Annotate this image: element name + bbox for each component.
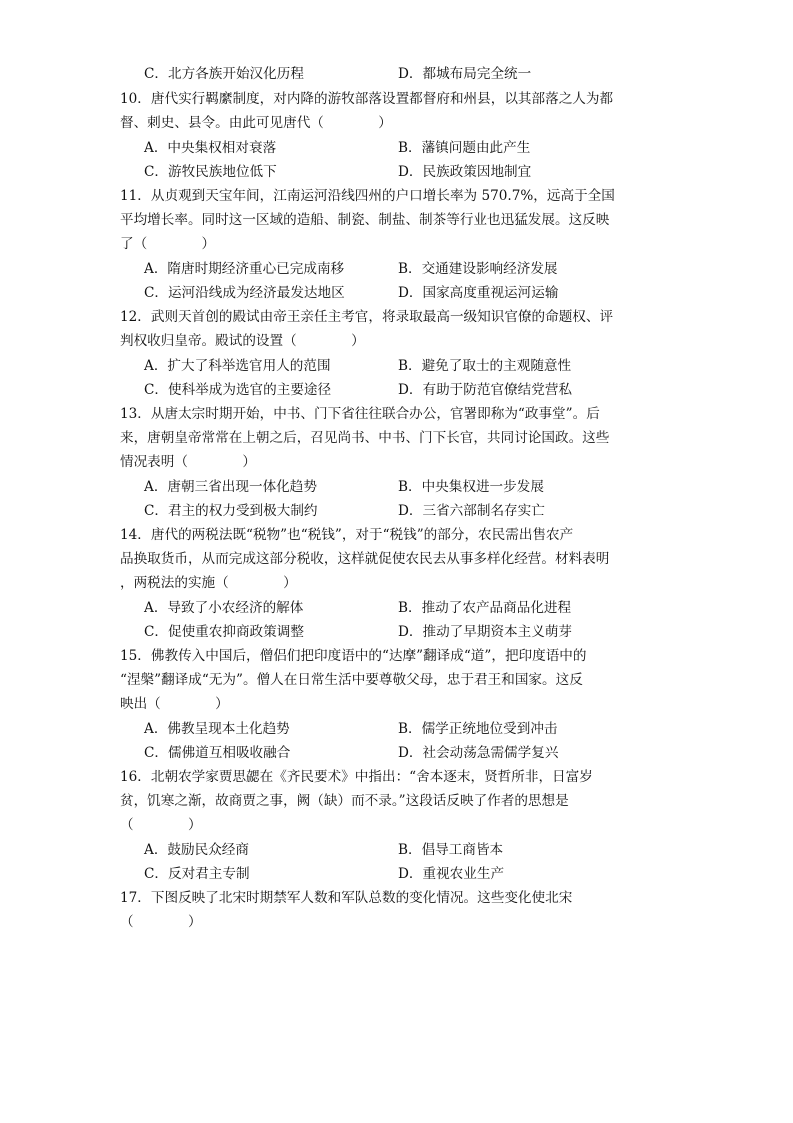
q13-option-b: B．中央集权进一步发展 (398, 479, 544, 495)
q12-option-d: D．有助于防范官僚结党营私 (398, 382, 573, 398)
q14-option-b: B．推动了农产品商品化进程 (398, 600, 572, 616)
q16-stem-line1: 16．北朝农学家贾思勰在《齐民要术》中指出：“舍本逐末，贤哲所非，日富岁 (120, 769, 593, 785)
q15-option-a: A．佛教呈现本土化趋势 (144, 721, 290, 737)
q10-option-b: B．藩镇问题由此产生 (398, 140, 531, 156)
q15-stem-line3: 映出（ ） (120, 696, 229, 712)
q16-option-a: A．鼓励民众经商 (144, 842, 249, 858)
q10-option-d: D．民族政策因地制宜 (398, 164, 532, 180)
q14-option-c: C．促使重农抑商政策调整 (144, 624, 304, 640)
q13-stem-line1: 13．从唐太宗时期开始，中书、门下省往往联合办公，官署即称为“政事堂”。后 (120, 406, 600, 422)
q15-option-b: B．儒学正统地位受到冲击 (398, 721, 558, 737)
q11-stem-line3: 了（ ） (120, 236, 216, 252)
q11-option-b: B．交通建设影响经济发展 (398, 261, 558, 277)
q12-option-a: A．扩大了科举选官用人的范围 (144, 358, 331, 374)
q12-stem-line2: 判权收归皇帝。殿试的设置（ ） (120, 333, 365, 349)
q11-option-c: C．运河沿线成为经济最发达地区 (144, 285, 345, 301)
q13-option-a: A．唐朝三省出现一体化趋势 (144, 479, 317, 495)
q15-option-d: D．社会动荡急需儒学复兴 (398, 745, 559, 761)
q17-stem-line1: 17．下图反映了北宋时期禁军人数和军队总数的变化情况。这些变化使北宋 (120, 890, 573, 906)
q11-option-a: A．隋唐时期经济重心已完成南移 (144, 261, 345, 277)
q14-option-d: D．推动了早期资本主义萌芽 (398, 624, 573, 640)
q11-stem-line2: 平均增长率。同时这一区域的造船、制瓷、制盐、制茶等行业也迅猛发展。这反映 (120, 212, 610, 228)
q12-stem-line1: 12．武则天首创的殿试由帝王亲任主考官，将录取最高一级知识官僚的命题权、评 (120, 309, 614, 325)
q12-option-c: C．使科举成为选官的主要途径 (144, 382, 332, 398)
q14-stem-line1: 14．唐代的两税法既“税物”也“税钱”，对于“税钱”的部分，农民需出售农产 (120, 527, 574, 543)
q15-option-c: C．儒佛道互相吸收融合 (144, 745, 291, 761)
q9-option-d: D．都城布局完全统一 (398, 66, 532, 82)
q10-stem-line2: 督、刺史、县令。由此可见唐代（ ） (120, 115, 392, 131)
q15-stem-line1: 15．佛教传入中国后，僧侣们把印度语中的“达摩”翻译成“道”，把印度语中的 (120, 648, 587, 664)
q11-stem-line1: 11．从贞观到天宝年间，江南运河沿线四州的户口增长率为 570.7%，远高于全国 (120, 188, 615, 204)
q14-stem-line2: 品换取货币，从而完成这部分税收，这样就促使农民去从事多样化经营。材料表明 (120, 551, 610, 567)
q12-option-b: B．避免了取士的主观随意性 (398, 358, 572, 374)
q16-option-b: B．倡导工商皆本 (398, 842, 504, 858)
q16-option-c: C．反对君主专制 (144, 866, 250, 882)
q17-stem-line2: （ ） (120, 914, 202, 930)
q14-option-a: A．导致了小农经济的解体 (144, 600, 304, 616)
q13-option-c: C．君主的权力受到极大制约 (144, 503, 318, 519)
q11-option-d: D．国家高度重视运河运输 (398, 285, 559, 301)
q16-option-d: D．重视农业生产 (398, 866, 505, 882)
q14-stem-line3: ，两税法的实施（ ） (120, 575, 297, 591)
q16-stem-line3: （ ） (120, 817, 202, 833)
q10-option-a: A．中央集权相对衰落 (144, 140, 277, 156)
q10-option-c: C．游牧民族地位低下 (144, 164, 277, 180)
q13-stem-line3: 情况表明（ ） (120, 454, 256, 470)
q16-stem-line2: 贫，饥寒之渐，故商贾之事，阙（缺）而不录。”这段话反映了作者的思想是 (120, 793, 569, 809)
q9-option-c: C．北方各族开始汉化历程 (144, 66, 304, 82)
q15-stem-line2: “涅槃”翻译成“无为”。僧人在日常生活中要尊敬父母，忠于君王和国家。这反 (120, 672, 583, 688)
q13-option-d: D．三省六部制名存实亡 (398, 503, 545, 519)
q10-stem-line1: 10．唐代实行羁縻制度，对内降的游牧部落设置都督府和州县，以其部落之人为都 (120, 91, 614, 107)
q13-stem-line2: 来，唐朝皇帝常常在上朝之后，召见尚书、中书、门下长官，共同讨论国政。这些 (120, 430, 610, 446)
